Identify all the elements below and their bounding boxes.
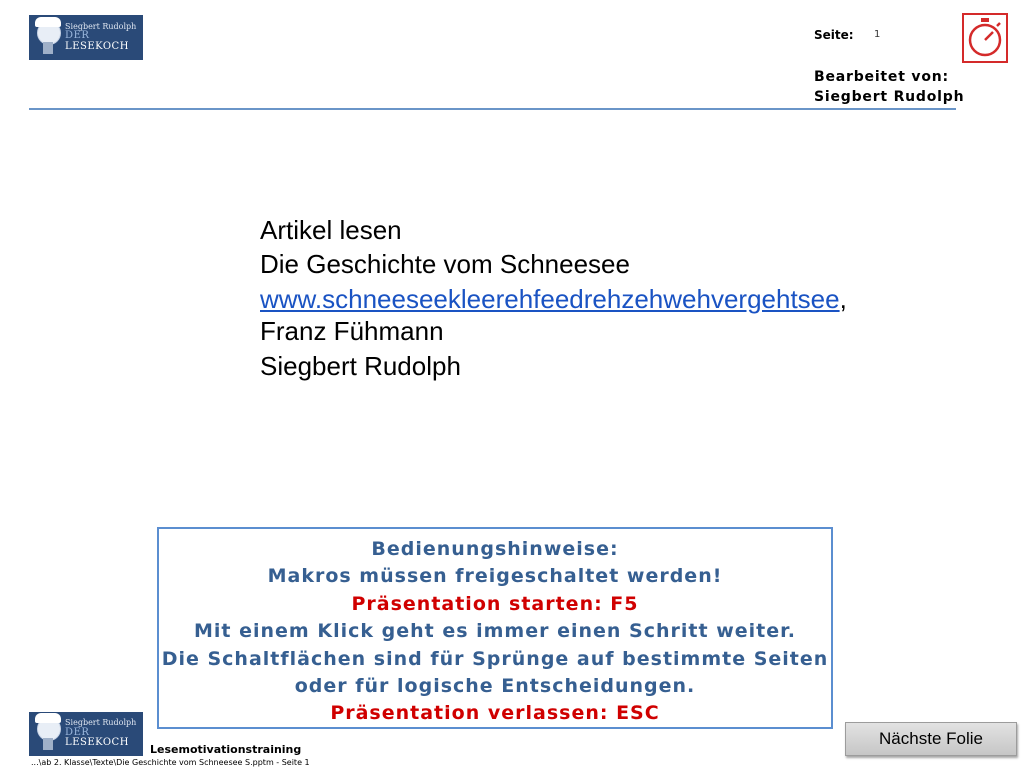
seite-number: 1 — [874, 29, 881, 40]
usage-hint-line: Präsentation verlassen: ESC — [330, 702, 660, 725]
usage-hints-title: Bedienungshinweise: — [371, 538, 619, 560]
info-value — [260, 282, 847, 316]
logo-brand: LESEKOCH — [65, 737, 129, 749]
logo-name: Siegbert Rudolph — [65, 21, 137, 31]
info-value: Franz Fühmann — [260, 316, 444, 346]
logo-brand-prefix: DER — [65, 726, 90, 738]
bearbeitet-label: Bearbeitet von: — [814, 69, 949, 85]
logo-brand: LESEKOCH — [65, 40, 129, 52]
logo-brand-prefix: DER — [65, 30, 90, 42]
usage-hint-line: Präsentation starten: F5 — [351, 592, 639, 615]
source-link-suffix: , — [839, 284, 847, 314]
usage-hint-line: Mit einem Klick geht es immer einen Schritt weiter. — [194, 620, 796, 643]
bearbeitet-name: Siegbert Rudolph — [814, 89, 965, 105]
usage-hint-line: oder für logische Entscheidungen. — [294, 675, 696, 698]
usage-hint-line: Makros müssen freigeschaltet werden! — [267, 565, 723, 588]
seite-label: Seite: — [814, 28, 854, 42]
next-slide-button[interactable]: Nächste Folie — [845, 722, 1017, 756]
usage-hint-line: Die Schaltflächen sind für Sprünge auf bestimmte Seiten — [161, 647, 829, 670]
source-link[interactable]: www.schneeseekleerehfeedrehzehwehvergehtsee — [260, 284, 840, 314]
info-value: Die Geschichte vom Schneesee — [260, 249, 630, 279]
usage-hints-box — [157, 527, 833, 729]
lightbulb-chef-icon — [35, 717, 57, 751]
logo-name: Siegbert Rudolph — [65, 718, 137, 728]
footer-file-path: ...\ab 2. Klasse\Texte\Die Geschichte vom Schneesee S.pptm - Seite 1 — [31, 758, 310, 767]
info-value: Artikel lesen — [260, 215, 402, 245]
footer-title: Lesemotivationstraining — [150, 743, 302, 756]
leseoch-logo-footer — [29, 712, 143, 756]
info-value: Siegbert Rudolph — [260, 351, 461, 381]
